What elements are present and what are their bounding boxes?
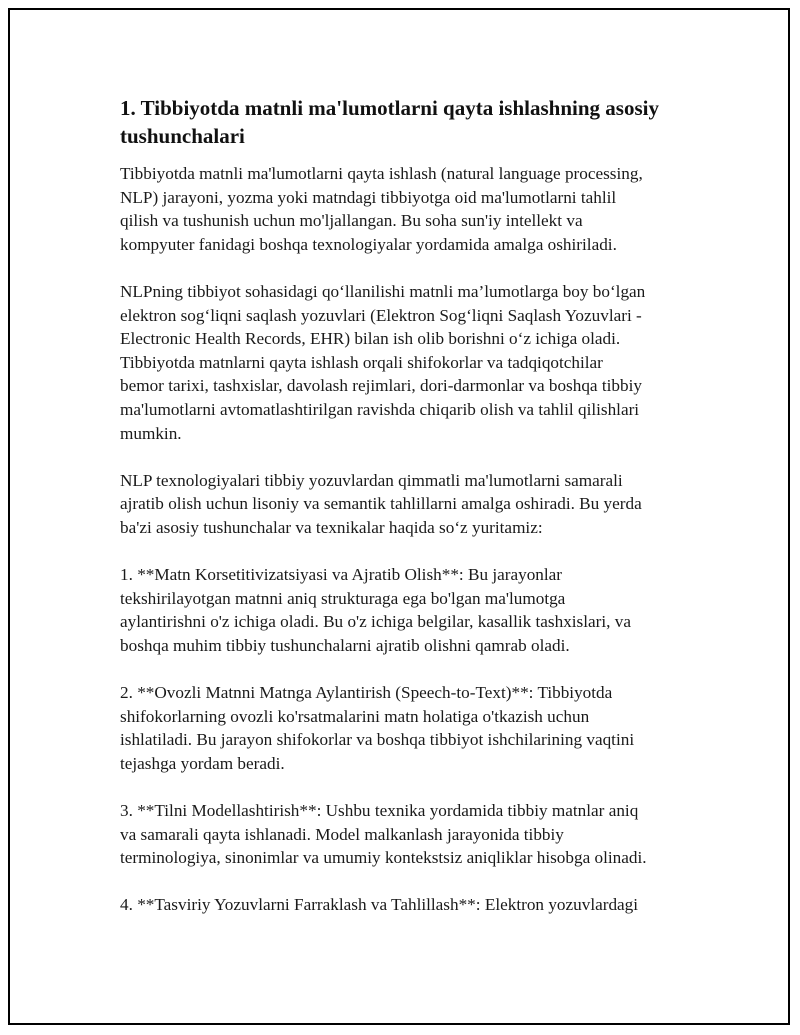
text-line: boshqa muhim tibbiy tushunchalarni ajratib olishni qamrab oladi. [120, 635, 570, 655]
section-heading [120, 94, 698, 150]
text-line: 1. **Matn Korsetitivizatsiyasi va Ajratib Olish**: Bu jarayonlar [120, 565, 563, 585]
text-line: tekshirilayotgan matnni aniq strukturaga ega bo'lgan ma'lumotga [120, 588, 566, 608]
text-line: Electronic Health Records, EHR) bilan ish olib borishni o‘z ichiga oladi. [120, 329, 621, 349]
text-line: kompyuter fanidagi boshqa texnologiyalar yordamida amalga oshiriladi. [120, 234, 617, 254]
text-line: qilish va tushunish uchun mo'ljallangan. Bu soha sun'iy intellekt va [120, 211, 583, 231]
text-line: NLPning tibbiyot sohasidagi qo‘llanilishi matnli ma’lumotlarga boy bo‘lgan [120, 281, 646, 301]
text-line: NLP texnologiyalari tibbiy yozuvlardan qimmatli ma'lumotlarni samarali [120, 470, 623, 490]
text-line: shifokorlarning ovozli ko'rsatmalarini matn holatiga o'tkazish uchun [120, 706, 590, 726]
text-line: NLP) jarayoni, yozma yoki matndagi tibbiyotga oid ma'lumotlarni tahlil [120, 187, 617, 207]
paragraph-ehr [120, 280, 698, 445]
text-line: aylantirishni o'z ichiga oladi. Bu o'z ichiga belgilar, kasallik tashxislari, va [120, 612, 631, 632]
paragraph-nlp-technologies [120, 469, 698, 540]
list-item-1 [120, 563, 698, 657]
text-line: ishlatiladi. Bu jarayon shifokorlar va boshqa tibbiyot ishchilarining vaqtini [120, 730, 635, 750]
text-line: elektron sog‘liqni saqlash yozuvlari (Elektron Sog‘liqni Saqlash Yozuvlari - [120, 305, 642, 325]
page-frame [8, 8, 790, 1025]
text-line: 4. **Tasviriy Yozuvlarni Farraklash va Tahlillash**: Elektron yozuvlardagi [120, 895, 639, 915]
heading-line: 1. Tibbiyotda matnli ma'lumotlarni qayta ishlashning asosiy [120, 96, 659, 120]
text-line: va samarali qayta ishlanadi. Model malkanlash jarayonida tibbiy [120, 824, 564, 844]
text-line: 2. **Ovozli Matnni Matnga Aylantirish (Speech-to-Text)**: Tibbiyotda [120, 683, 613, 703]
text-line: bemor tarixi, tashxislar, davolash rejimlari, dori-darmonlar va boshqa tibbiy [120, 376, 642, 396]
paragraph-intro [120, 162, 698, 256]
list-item-3 [120, 799, 698, 870]
heading-line: tushunchalari [120, 124, 245, 148]
text-line: 3. **Tilni Modellashtirish**: Ushbu texnika yordamida tibbiy matnlar aniq [120, 801, 639, 821]
list-item-2 [120, 681, 698, 775]
text-line: Tibbiyotda matnlarni qayta ishlash orqali shifokorlar va tadqiqotchilar [120, 352, 603, 372]
text-line: tejashga yordam beradi. [120, 753, 285, 773]
text-line: ba'zi asosiy tushunchalar va texnikalar haqida so‘z yuritamiz: [120, 517, 543, 537]
text-line: terminologiya, sinonimlar va umumiy kontekstsiz aniqliklar hisobga olinadi. [120, 848, 647, 868]
text-line: ajratib olish uchun lisoniy va semantik tahlillarni amalga oshiradi. Bu yerda [120, 494, 642, 514]
text-line: ma'lumotlarni avtomatlashtirilgan ravishda chiqarib olish va tahlil qilishlari [120, 399, 640, 419]
list-item-4 [120, 893, 698, 917]
text-line: mumkin. [120, 423, 182, 443]
text-line: Tibbiyotda matnli ma'lumotlarni qayta ishlash (natural language processing, [120, 164, 643, 183]
document-body [120, 94, 698, 941]
